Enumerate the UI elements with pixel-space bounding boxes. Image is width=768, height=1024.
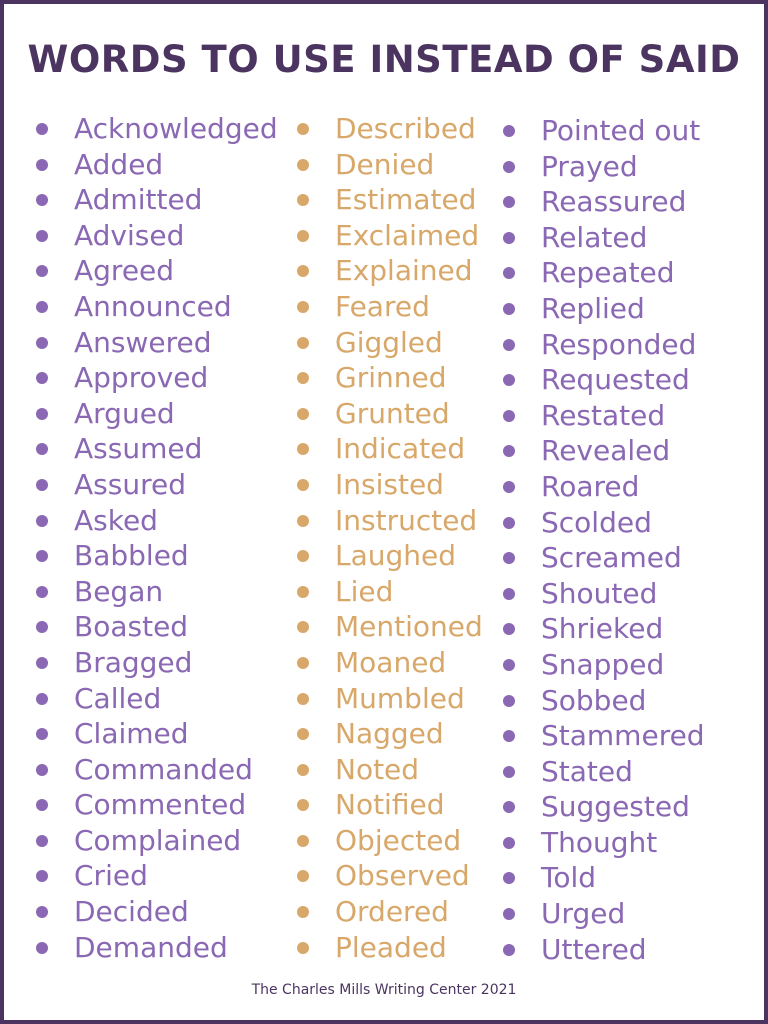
word-label: Shouted [541,576,658,610]
bullet-icon [503,730,515,742]
word-label: Scolded [541,505,652,539]
bullet-icon [36,408,48,420]
bullet-icon [297,159,309,171]
word-label: Demanded [74,930,228,964]
bullet-icon [297,479,309,491]
word-label: Added [74,147,164,181]
bullet-icon [297,372,309,384]
word-label: Explained [335,254,473,288]
word-label: Babbled [74,539,189,573]
word-label: Suggested [541,790,690,824]
bullet-icon [36,123,48,135]
word-label: Restated [541,398,666,432]
bullet-icon [297,301,309,313]
bullet-icon [36,799,48,811]
bullet-icon [503,267,515,279]
bullet-icon [297,265,309,277]
bullet-icon [36,265,48,277]
bullet-icon [36,479,48,491]
word-label: Snapped [541,647,665,681]
word-label: Told [541,861,597,895]
bullet-icon [36,230,48,242]
word-label: Complained [74,823,242,857]
word-label: Ordered [335,895,449,929]
word-label: Responded [541,327,697,361]
bullet-icon [503,303,515,315]
word-label: Shrieked [541,612,664,646]
word-label: Advised [74,218,185,252]
word-label: Commanded [74,752,253,786]
word-label: Stammered [541,719,705,753]
bullet-icon [503,196,515,208]
word-label: Described [335,112,476,145]
bullet-icon [503,837,515,849]
word-label: Acknowledged [74,112,278,145]
word-label: Observed [335,859,470,893]
bullet-icon [36,657,48,669]
bullet-icon [36,443,48,455]
bullet-icon [503,445,515,457]
footer-credit: The Charles Mills Writing Center 2021 [251,982,517,998]
bullet-icon [36,550,48,562]
bullet-icon [297,408,309,420]
word-label: Argued [74,396,175,430]
bullet-icon [36,870,48,882]
bullet-icon [36,515,48,527]
word-label: Decided [74,895,189,929]
word-label: Prayed [541,149,638,183]
bullet-icon [297,657,309,669]
word-label: Replied [541,291,645,325]
word-label: Assumed [74,432,203,466]
word-label: Reassured [541,185,687,219]
bullet-icon [503,623,515,635]
bullet-icon [297,799,309,811]
word-label: Mumbled [335,681,465,715]
word-label: Nagged [335,717,444,751]
word-label: Requested [541,363,690,397]
word-label: Answered [74,325,212,359]
word-label: Pointed out [541,114,701,147]
bullet-icon [503,766,515,778]
word-label: Asked [74,503,158,537]
bullet-icon [297,693,309,705]
word-label: Noted [335,752,420,786]
bullet-icon [503,517,515,529]
word-label: Denied [335,147,435,181]
word-label: Related [541,220,648,254]
bullet-icon [36,586,48,598]
word-label: Claimed [74,717,189,751]
bullet-icon [297,764,309,776]
bullet-icon [36,728,48,740]
bullet-icon [36,337,48,349]
bullet-icon [36,764,48,776]
word-label: Estimated [335,183,477,217]
word-label: Cried [74,859,148,893]
word-label: Screamed [541,541,682,575]
bullet-icon [297,835,309,847]
bullet-icon [36,372,48,384]
word-label: Lied [335,574,394,608]
word-label: Began [74,574,164,608]
bullet-icon [503,944,515,956]
bullet-icon [503,908,515,920]
bullet-icon [503,481,515,493]
word-label: Exclaimed [335,218,480,252]
word-label: Mentioned [335,610,483,644]
word-label: Moaned [335,645,447,679]
bullet-icon [297,443,309,455]
bullet-icon [297,337,309,349]
bullet-icon [503,410,515,422]
page-title: WORDS TO USE INSTEAD OF SAID [27,38,741,81]
word-label: Grinned [335,361,447,395]
word-label: Revealed [541,434,671,468]
word-label: Approved [74,361,209,395]
bullet-icon [297,728,309,740]
bullet-icon [503,339,515,351]
word-label: Insisted [335,467,444,501]
bullet-icon [503,588,515,600]
bullet-icon [503,872,515,884]
bullet-icon [503,659,515,671]
word-label: Feared [335,289,430,323]
bullet-icon [503,374,515,386]
word-label: Commented [74,788,247,822]
word-label: Repeated [541,256,675,290]
word-label: Instructed [335,503,478,537]
bullet-icon [503,125,515,137]
bullet-icon [36,906,48,918]
bullet-icon [503,161,515,173]
bullet-icon [297,515,309,527]
word-label: Sobbed [541,683,647,717]
bullet-icon [36,621,48,633]
bullet-icon [36,835,48,847]
word-label: Assured [74,467,186,501]
bullet-icon [503,801,515,813]
word-label: Urged [541,897,626,931]
bullet-icon [297,230,309,242]
word-label: Indicated [335,432,466,466]
word-label: Thought [541,825,658,859]
word-label: Boasted [74,610,189,644]
word-label: Objected [335,823,462,857]
bullet-icon [297,586,309,598]
bullet-icon [36,194,48,206]
bullet-icon [36,942,48,954]
bullet-icon [503,552,515,564]
bullet-icon [503,232,515,244]
word-label: Bragged [74,645,193,679]
word-label: Stated [541,754,633,788]
bullet-icon [36,693,48,705]
bullet-icon [297,942,309,954]
word-label: Called [74,681,162,715]
bullet-icon [297,870,309,882]
word-label: Laughed [335,539,457,573]
word-label: Pleaded [335,930,447,964]
bullet-icon [36,301,48,313]
bullet-icon [36,159,48,171]
word-label: Uttered [541,932,647,966]
bullet-icon [503,695,515,707]
word-label: Grunted [335,396,450,430]
word-label: Admitted [74,183,203,217]
bullet-icon [297,906,309,918]
word-label: Roared [541,469,640,503]
word-label: Giggled [335,325,443,359]
word-label: Notified [335,788,445,822]
word-label: Announced [74,289,232,323]
bullet-icon [297,194,309,206]
bullet-icon [297,123,309,135]
bullet-icon [297,621,309,633]
bullet-icon [297,550,309,562]
word-label: Agreed [74,254,175,288]
